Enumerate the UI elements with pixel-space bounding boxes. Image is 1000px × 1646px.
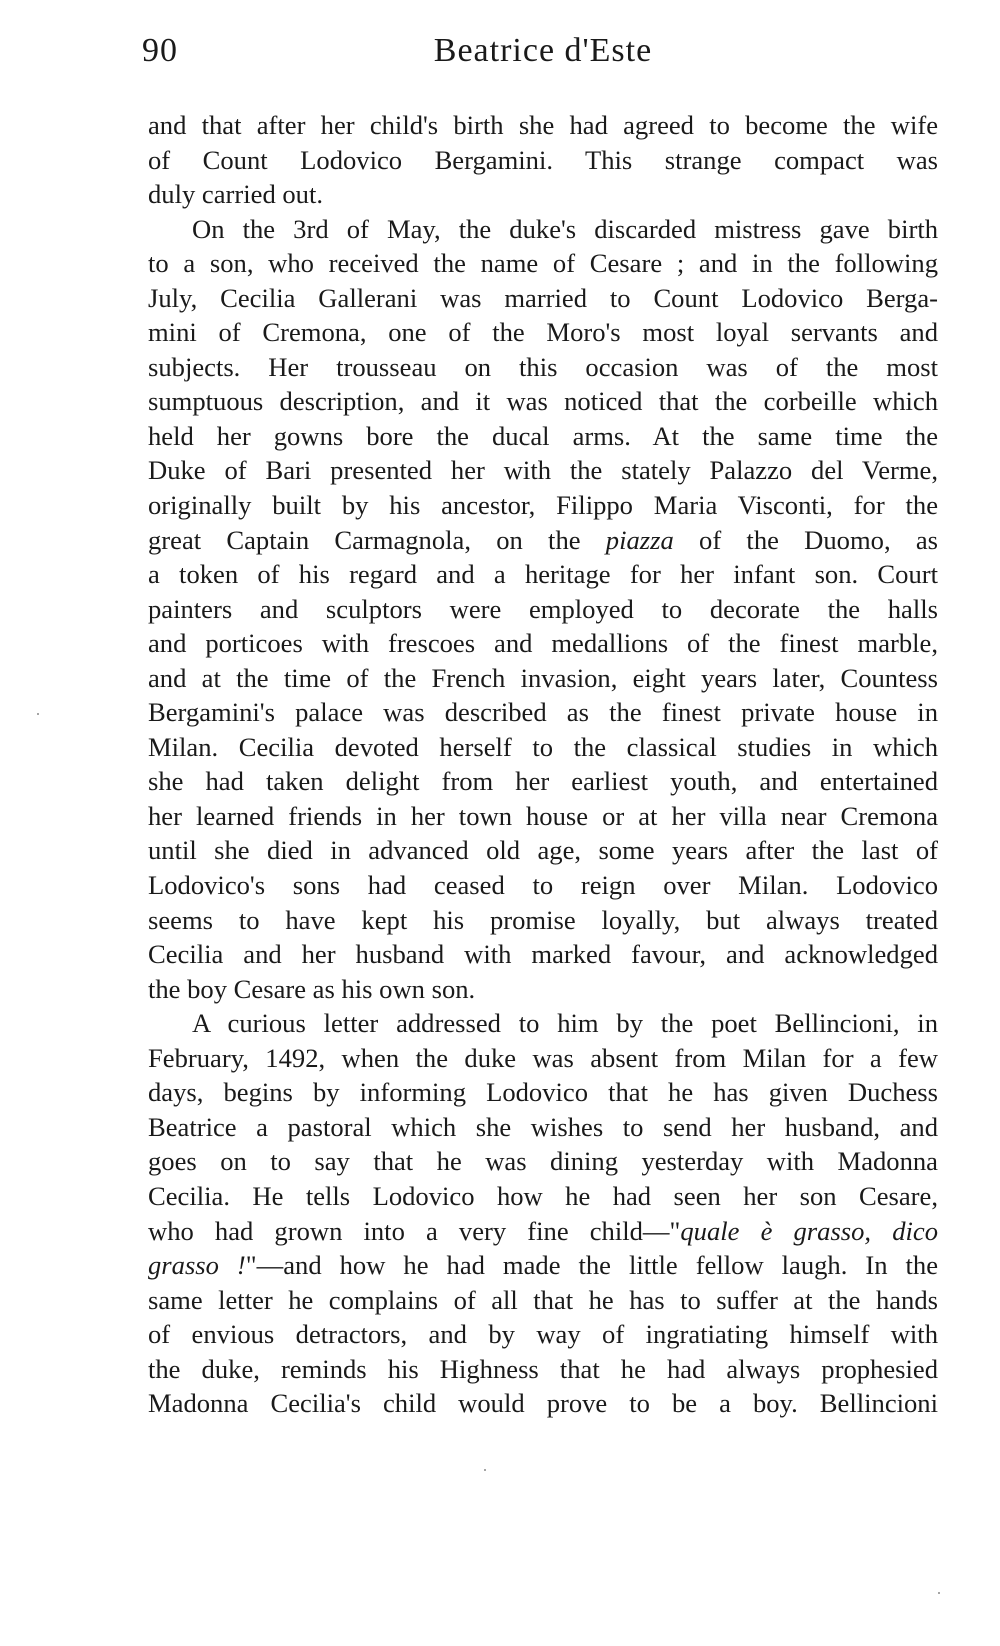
italic-phrase: piazza <box>605 524 674 555</box>
text-line: same letter he complains of all that he has to suffer at the hands <box>148 1284 938 1315</box>
text-line: originally built by his ancestor, Filippo Maria Visconti, for the <box>148 490 938 521</box>
text-line: days, begins by informing Lodovico that he has given Duchess <box>148 1077 938 1108</box>
text-line: On the 3rd of May, the duke's discarded mistress gave birth <box>192 213 938 244</box>
text-line: to a son, who received the name of Cesare ; and in the following <box>148 248 938 279</box>
body-text <box>148 108 938 1421</box>
text-line: Cecilia and her husband with marked favour, and acknowledged <box>148 939 938 970</box>
text-line: who had grown into a very fine child—"quale è grasso, dico <box>148 1215 938 1246</box>
text-line: February, 1492, when the duke was absent from Milan for a few <box>148 1042 938 1073</box>
text-line: seems to have kept his promise loyally, but always treated <box>148 904 938 935</box>
running-title: Beatrice d'Este <box>433 32 653 69</box>
text-line: held her gowns bore the ducal arms. At the same time the <box>148 420 938 451</box>
text-line: Duke of Bari presented her with the stately Palazzo del Verme, <box>148 455 938 486</box>
running-head <box>142 30 938 82</box>
text-line: Cecilia. He tells Lodovico how he had seen her son Cesare, <box>148 1180 938 1211</box>
text-line: painters and sculptors were employed to decorate the halls <box>148 593 938 624</box>
text-line: duly carried out. <box>148 179 324 210</box>
text-line: the boy Cesare as his own son. <box>148 973 476 1004</box>
text-line: Bergamini's palace was described as the finest private house in <box>148 697 938 728</box>
text-line: of Count Lodovico Bergamini. This strange compact was <box>148 144 938 175</box>
text-line: a token of his regard and a heritage for her infant son. Court <box>148 559 938 590</box>
text-line: of envious detractors, and by way of ingratiating himself with <box>148 1319 938 1350</box>
text-line: sumptuous description, and it was noticed that the corbeille which <box>148 386 938 417</box>
text-line: Beatrice a pastoral which she wishes to send her husband, and <box>148 1111 938 1142</box>
italic-phrase: quale è grasso, dico <box>680 1215 938 1246</box>
text-line: she had taken delight from her earliest youth, and entertained <box>148 766 938 797</box>
text-line: and that after her child's birth she had agreed to become the wife <box>148 110 938 140</box>
text-line: grasso !"—and how he had made the little fellow laugh. In the <box>148 1250 938 1281</box>
italic-phrase: grasso ! <box>148 1250 246 1281</box>
text-line: Lodovico's sons had ceased to reign over Milan. Lodovico <box>148 870 938 901</box>
text-line: subjects. Her trousseau on this occasion was of the most <box>148 351 938 382</box>
text-line: great Captain Carmagnola, on the piazza of the Duomo, as <box>148 524 938 555</box>
text-line: goes on to say that he was dining yesterday with Madonna <box>148 1146 938 1177</box>
page-number: 90 <box>142 32 178 69</box>
text-line: Milan. Cecilia devoted herself to the classical studies in which <box>148 731 938 762</box>
text-line: the duke, reminds his Highness that he had always prophesied <box>148 1353 938 1384</box>
book-page <box>142 30 938 1421</box>
text-line: her learned friends in her town house or at her villa near Cremona <box>148 800 938 831</box>
text-line: Madonna Cecilia's child would prove to be a boy. Bellincioni <box>148 1388 938 1419</box>
text-line: July, Cecilia Gallerani was married to Count Lodovico Berga- <box>148 282 938 313</box>
text-line: until she died in advanced old age, some years after the last of <box>148 835 938 866</box>
text-line: mini of Cremona, one of the Moro's most loyal servants and <box>148 317 938 348</box>
text-line: and at the time of the French invasion, eight years later, Countess <box>148 662 938 693</box>
text-line: A curious letter addressed to him by the poet Bellincioni, in <box>192 1008 938 1039</box>
text-line: and porticoes with frescoes and medallions of the finest marble, <box>148 628 938 659</box>
